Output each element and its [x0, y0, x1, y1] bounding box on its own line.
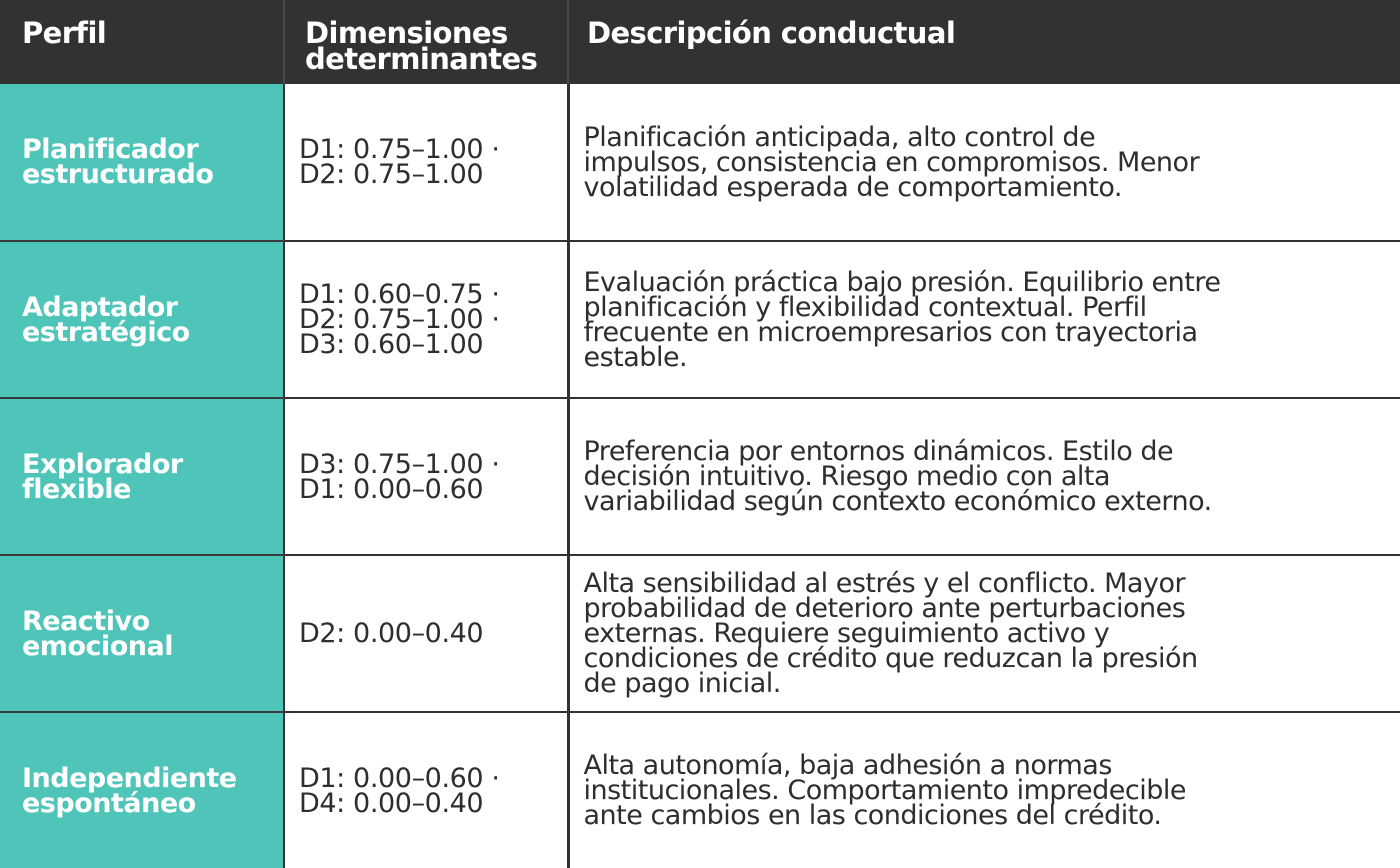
dimensions-cell	[284, 241, 568, 398]
dimensions-value: D3: 0.75–1.00 · D1: 0.00–0.60	[299, 448, 500, 505]
dimensions-cell	[284, 398, 568, 555]
description-text: Alta autonomía, baja adhesión a normas institucionales. Comportamiento impredecible ante cambios en las condiciones del crédito.	[583, 750, 1187, 831]
description-text: Alta sensibilidad al estrés y el conflicto. Mayor probabilidad de deterioro ante perturbaciones externas. Requiere seguimiento activo y condiciones de crédito que reduzcan la presión de pago inicial.	[583, 568, 1198, 699]
header-description: Descripción conductual	[568, 0, 1400, 84]
description-cell	[568, 398, 1400, 555]
header-row	[0, 0, 1400, 84]
table-row	[0, 712, 1400, 868]
header-profile: Perfil	[0, 0, 284, 84]
description-cell	[568, 712, 1400, 868]
dimensions-value: D1: 0.75–1.00 · D2: 0.75–1.00	[299, 134, 500, 190]
dimensions-cell	[284, 555, 568, 712]
profile-name: Explorador flexible	[22, 448, 183, 505]
profile-name: Reactivo emocional	[22, 605, 174, 662]
profile-cell	[0, 84, 284, 241]
dimensions-value: D1: 0.00–0.60 · D4: 0.00–0.40	[299, 762, 500, 819]
table-row	[0, 241, 1400, 398]
profile-cell	[0, 241, 284, 398]
profile-name: Independiente espontáneo	[22, 762, 237, 819]
dimensions-value: D1: 0.60–0.75 · D2: 0.75–1.00 · D3: 0.60–1.00	[299, 279, 500, 360]
dimensions-value: D2: 0.00–0.40	[299, 618, 484, 649]
table-row	[0, 555, 1400, 712]
profile-name: Adaptador estratégico	[22, 291, 190, 348]
profile-cell	[0, 398, 284, 555]
description-text: Planificación anticipada, alto control de impulsos, consistencia en compromisos. Menor volatilidad esperada de comportamiento.	[583, 121, 1200, 203]
description-text: Preferencia por entornos dinámicos. Estilo de decisión intuitivo. Riesgo medio con alta variabilidad según contexto económico externo.	[583, 436, 1212, 517]
table-row	[0, 398, 1400, 555]
description-text: Evaluación práctica bajo presión. Equilibrio entre planificación y flexibilidad contextual. Perfil frecuente en microempresarios con trayectoria estable.	[583, 266, 1221, 373]
profile-cell	[0, 555, 284, 712]
profile-cell	[0, 712, 284, 868]
profile-name: Planificador estructurado	[22, 134, 214, 190]
description-cell	[568, 241, 1400, 398]
description-cell	[568, 555, 1400, 712]
dimensions-cell	[284, 712, 568, 868]
header-dimensions: Dimensiones determinantes	[284, 0, 568, 84]
description-cell	[568, 84, 1400, 241]
table-body	[0, 84, 1400, 868]
table-header	[0, 0, 1400, 84]
dimensions-cell	[284, 84, 568, 241]
table-row	[0, 84, 1400, 241]
